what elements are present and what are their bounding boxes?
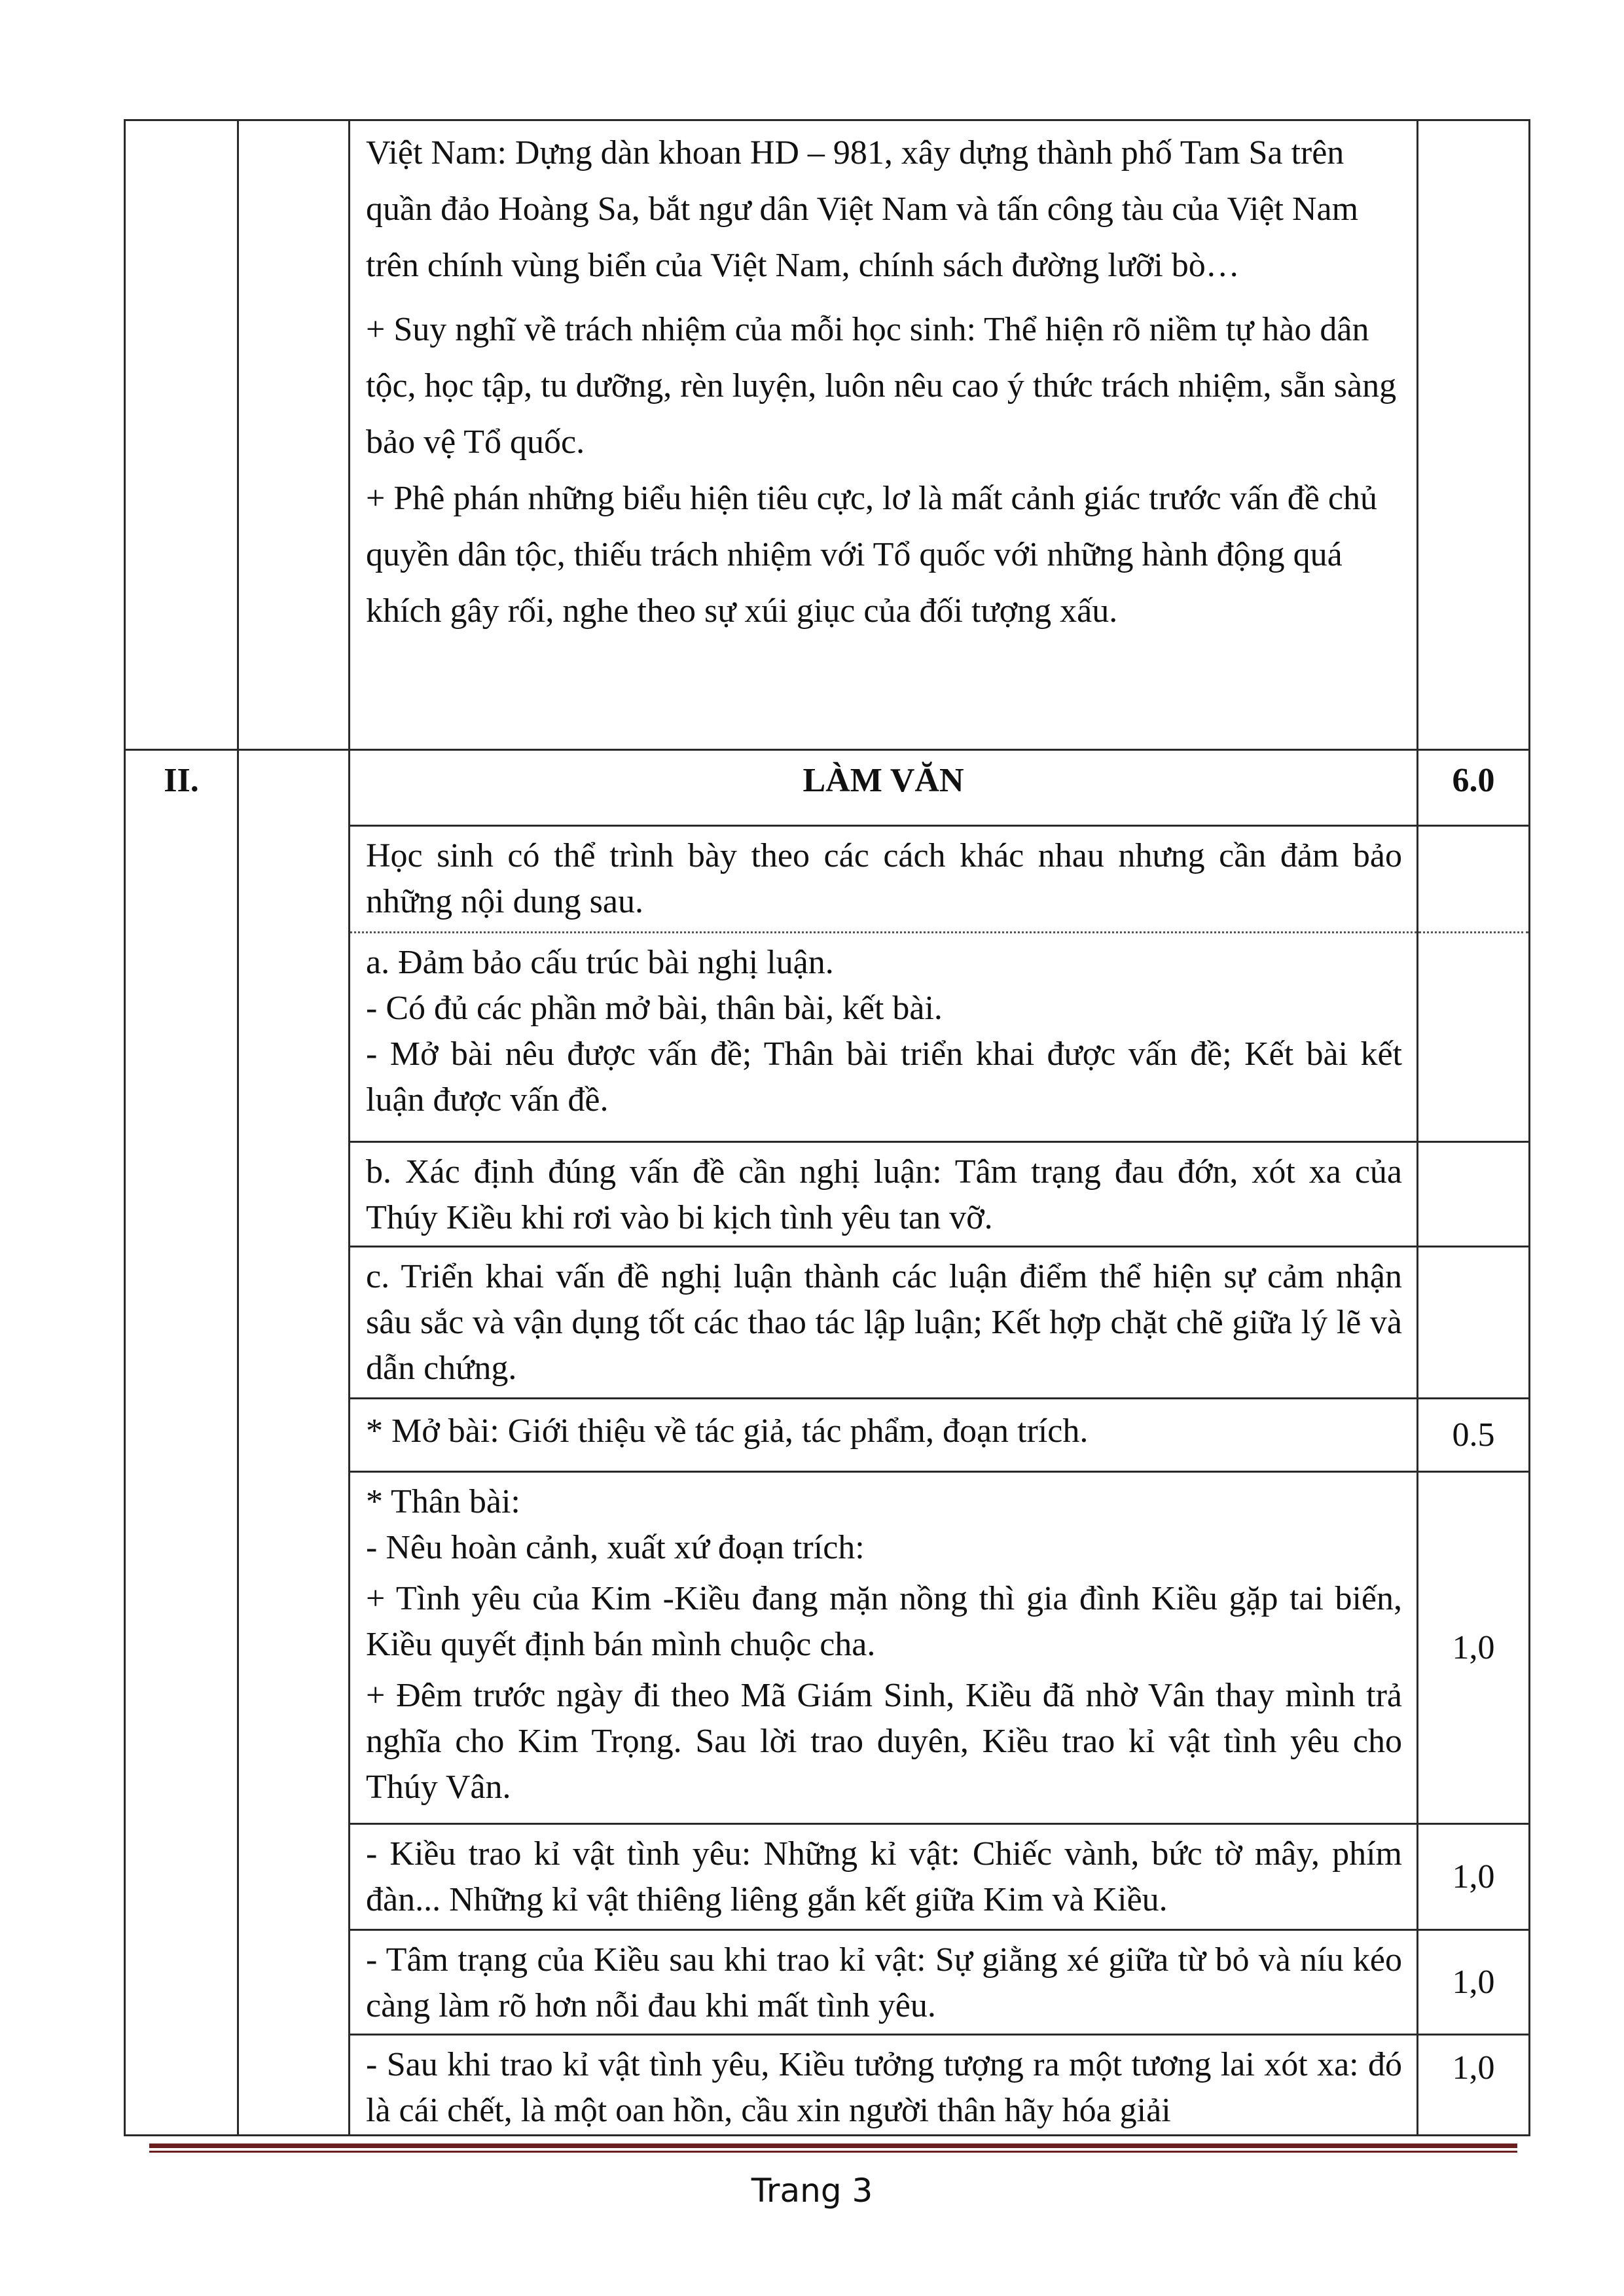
cell-content <box>350 1142 1418 1247</box>
cell-content <box>350 120 1418 750</box>
section-heading: LÀM VĂN <box>803 762 964 799</box>
score-value: 1,0 <box>1452 2049 1495 2087</box>
score-value: 1,0 <box>1452 1629 1495 1666</box>
cell-score <box>1418 1824 1530 1930</box>
paragraph-critique: + Phê phán những biểu hiện tiêu cực, lơ là mất cảnh giác trước vấn đề chủ quyền dân tộc, thiếu trách nhiệm với Tổ quốc với những hành động quá khích gây rối, nghe theo sự xúi giục của đối tượng xấu. <box>366 480 1377 630</box>
cell-content <box>350 1247 1418 1399</box>
cell-score <box>1418 1472 1530 1824</box>
cell-score <box>1418 1930 1530 2035</box>
criterion-a-line: - Có đủ các phần mở bài, thân bài, kết bài. <box>366 990 943 1027</box>
cell-score <box>1418 826 1530 933</box>
score-value: 1,0 <box>1452 1858 1495 1895</box>
criterion-c: c. Triển khai vấn đề nghị luận thành các luận điểm thể hiện sự cảm nhận sâu sắc và vận dụng tốt các thao tác lập luận; Kết hợp chặt chẽ giữa lý lẽ và dẫn chứng. <box>366 1258 1402 1387</box>
cell-content <box>350 826 1418 933</box>
criterion-b: b. Xác định đúng vấn đề cần nghị luận: Tâm trạng đau đớn, xót xa của Thúy Kiều khi rơi vào bi kịch tình yêu tan vỡ. <box>366 1153 1402 1236</box>
intro-paragraph-criterion: * Mở bài: Giới thiệu về tác giả, tác phẩm, đoạn trích. <box>366 1412 1089 1450</box>
cell-content <box>350 1930 1418 2035</box>
cell-score <box>1418 1247 1530 1399</box>
score-value: 0.5 <box>1452 1416 1495 1454</box>
mood-criterion: - Tâm trạng của Kiều sau khi trao kỉ vật: Sự giằng xé giữa từ bỏ và níu kéo càng làm rõ hơn nỗi đau khi mất tình yêu. <box>366 1941 1402 2024</box>
cell-subpart <box>238 750 350 2136</box>
table-row <box>125 750 1530 826</box>
cell-score <box>1418 933 1530 1142</box>
cell-content <box>350 933 1418 1142</box>
cell-part <box>125 120 238 750</box>
table-row <box>125 120 1530 750</box>
cell-content <box>350 2035 1418 2136</box>
cell-content <box>350 1824 1418 1930</box>
criterion-a-line: - Mở bài nêu được vấn đề; Thân bài triển khai được vấn đề; Kết bài kết luận được vấn đề. <box>366 1035 1402 1119</box>
cell-content <box>350 1472 1418 1824</box>
section-number: II. <box>164 762 199 799</box>
footer-rule-thin <box>149 2151 1517 2153</box>
future-criterion: - Sau khi trao kỉ vật tình yêu, Kiều tưởng tượng ra một tương lai xót xa: đó là cái chết, là một oan hồn, cầu xin người thân hãy hóa giải <box>366 2046 1402 2129</box>
body-line: + Tình yêu của Kim -Kiều đang mặn nồng thì gia đình Kiều gặp tai biến, Kiều quyết định bán mình chuộc cha. <box>366 1580 1402 1663</box>
footer-rule <box>149 2144 1517 2148</box>
cell-score <box>1418 2035 1530 2136</box>
section-heading-cell <box>350 750 1418 826</box>
score-value: 1,0 <box>1452 1964 1495 2001</box>
page-number: Trang 3 <box>751 2172 873 2210</box>
cell-content <box>350 1399 1418 1472</box>
paragraph-responsibility: + Suy nghĩ về trách nhiệm của mỗi học sinh: Thể hiện rõ niềm tự hào dân tộc, học tập, tu dưỡng, rèn luyện, luôn nêu cao ý thức trách nhiệm, sẵn sàng bảo vệ Tổ quốc. <box>366 311 1397 461</box>
keepsake-criterion: - Kiều trao kỉ vật tình yêu: Những kỉ vật: Chiếc vành, bức tờ mây, phím đàn... Những kỉ vật thiêng liêng gắn kết giữa Kim và Kiều. <box>366 1835 1402 1918</box>
section-score: 6.0 <box>1452 762 1495 799</box>
cell-score <box>1418 1399 1530 1472</box>
paragraph-context: Việt Nam: Dựng dàn khoan HD – 981, xây dựng thành phố Tam Sa trên quần đảo Hoàng Sa, bắt ngư dân Việt Nam và tấn công tàu của Việt Nam trên chính vùng biển của Việt Nam, chính sách đường lưỡi bò… <box>366 134 1359 284</box>
body-line: - Nêu hoàn cảnh, xuất xứ đoạn trích: <box>366 1529 865 1566</box>
answer-key-table <box>124 119 1530 2136</box>
body-heading: * Thân bài: <box>366 1483 520 1520</box>
body-line: + Đêm trước ngày đi theo Mã Giám Sinh, Kiều đã nhờ Vân thay mình trả nghĩa cho Kim Trọng. Sau lời trao duyên, Kiều trao kỉ vật tình yêu cho Thúy Vân. <box>366 1677 1402 1806</box>
cell-score <box>1418 1142 1530 1247</box>
intro-text: Học sinh có thể trình bày theo các cách khác nhau nhưng cần đảm bảo những nội dung sau. <box>366 837 1402 920</box>
cell-score <box>1418 120 1530 750</box>
section-score-cell <box>1418 750 1530 826</box>
cell-subpart <box>238 120 350 750</box>
section-roman-cell <box>125 750 238 2136</box>
criterion-a-title: a. Đảm bảo cấu trúc bài nghị luận. <box>366 944 834 981</box>
